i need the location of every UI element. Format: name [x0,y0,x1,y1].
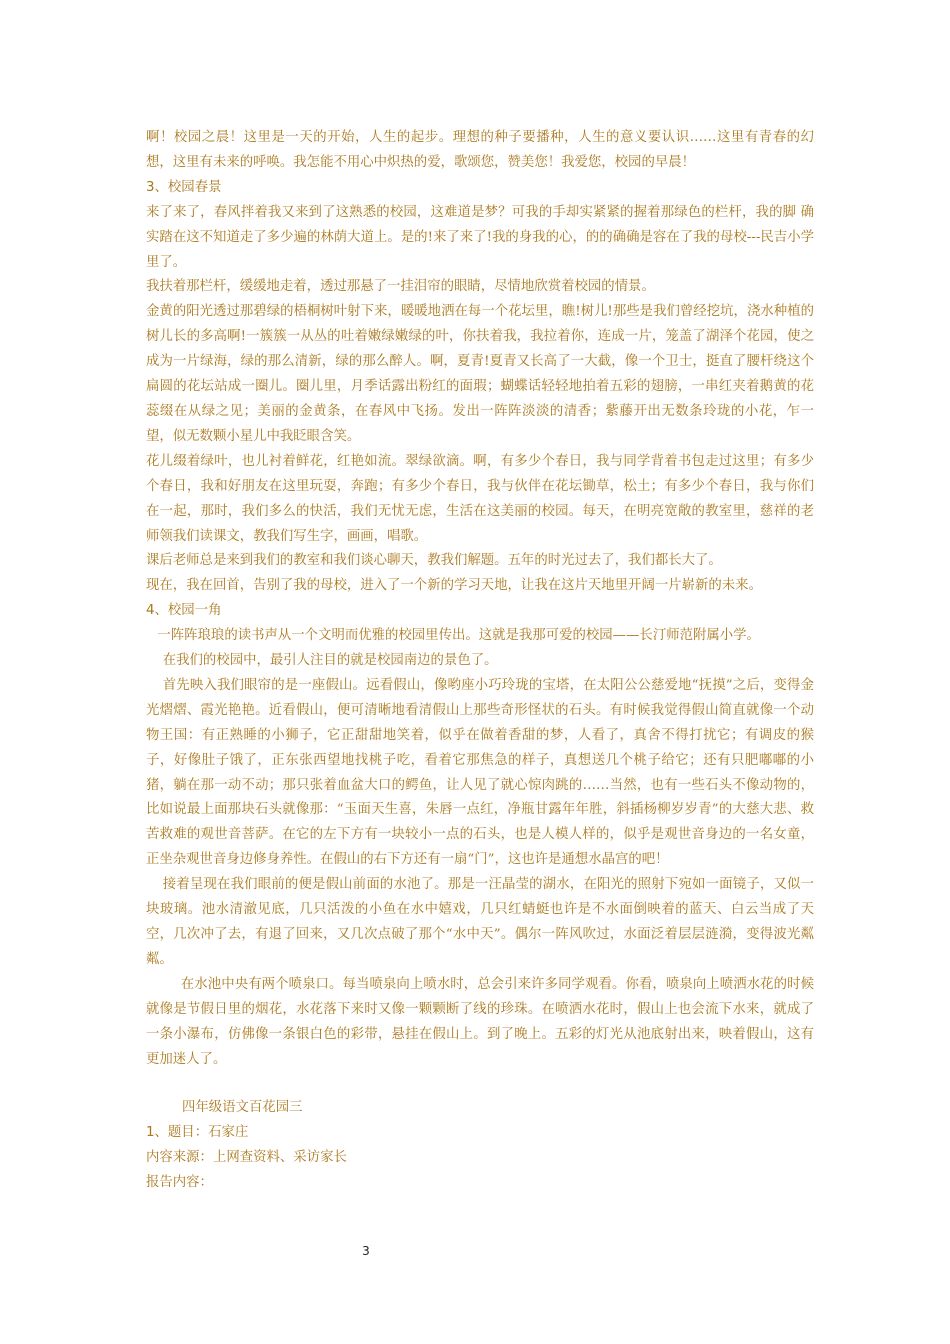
paragraph-corner-4: 接着呈现在我们眼前的便是假山前面的水池了。那是一汪晶莹的湖水，在阳光的照射下宛如一面镜子，又似一块玻璃。池水清澈见底，几只活泼的小鱼在水中嬉戏，几只红蜻蜓也许是不水面倒映着的蓝天、白云当成了天空，几次冲了去，有退了回来，又几次点破了那个“水中天”。偶尔一阵风吹过，水面泛着层层涟漪，变得波光粼粼。 [146,877,814,967]
source-line: 内容来源：上网查资料、采访家长 [146,1150,347,1166]
paragraph-corner-2: 在我们的校园中，最引人注目的就是校园南边的景色了。 [162,653,498,669]
section-gap [146,1072,814,1096]
paragraph-spring-6: 现在，我在回首，告别了我的母校，进入了一个新的学习天地，让我在这片天地里开阔一片崭新的未来。 [146,578,762,594]
paragraph-spring-4: 花儿缀着绿叶，也儿衬着鲜花，红艳如流。翠绿欲滴。啊，有多少个春日，我与同学背着书包走过这里；有多少个春日，我和好朋友在这里玩耍，奔跑；有多少个春日，我与伙伴在花坛锄草，松土；有多少个春日，我与你们在一起，那时，我们多么的快活，我们无忧无虑，生活在这美丽的校园。每天，在明亮宽敞的教室里，慈祥的老师领我们读课文，教我们写生字，画画，唱歌。 [146,453,814,544]
document-body [146,126,814,1196]
page-number: 3 [362,1244,370,1258]
paragraph-corner-3: 首先映入我们眼帘的是一座假山。远看假山，像哟座小巧玲珑的宝塔，在太阳公公慈爱地“抚摸”之后，变得金光熠熠、霞光艳艳。近看假山，便可清晰地看清假山上那些奇形怪状的石头。有时候我觉得假山简直就像一个动物王国：有正熟睡的小狮子，它正甜甜地笑着，似乎在做着香甜的梦，人看了，真舍不得打扰它；有调皮的猴子，好像肚子饿了，正东张西望地找桃子吃，看着它那焦急的样子，真想送几个桃子给它；还有只肥嘟嘟的小猪，躺在那一动不动；那只张着血盆大口的鳄鱼，让人见了就心惊肉跳的……当然，也有一些石头不像动物的，比如说最上面那块石头就像那：“玉面天生喜，朱唇一点红，净瓶甘露年年胜，斜插杨柳岁岁青”的大慈大悲、救苦救难的观世音菩萨。在它的左下方有一块较小一点的石头，也是人模人样的，似乎是观世音身边的一名女童，正坐杂观世音身边修身养性。在假山的右下方还有一扇“门”，这也许是通想水晶宫的吧！ [146,677,814,868]
heading-campus-spring: 3、校园春景 [146,179,222,195]
section-title: 四年级语文百花园三 [182,1100,303,1116]
report-line: 报告内容： [146,1175,213,1191]
paragraph-spring-1: 来了来了，春风拌着我又来到了这熟悉的校园，这难道是梦？可我的手却实紧紧的握着那绿色的栏杆，我的脚 确实踏在这不知道走了多少遍的林荫大道上。是的!来了来了!我的身我的心，的的确确是容在了我的母校---民吉小学里了。 [146,204,814,270]
paragraph-spring-5: 课后老师总是来到我们的教室和我们谈心聊天，教我们解题。五年的时光过去了，我们都长大了。 [146,553,722,569]
heading-topic: 1、题目：石家庄 [146,1125,249,1141]
paragraph-spring-3: 金黄的阳光透过那碧绿的梧桐树叶射下来，暖暖地洒在每一个花坛里，瞧!树儿!那些是我们曾经挖坑，浇水种植的树儿长的多高啊!一簇簇一从丛的吐着嫩绿嫩绿的叶，你扶着我，我拉着你，连成一片，笼盖了湖泽个花园，使之成为一片绿海，绿的那么清新，绿的那么醉人。啊，夏青!夏青又长高了一大截，像一个卫士，挺直了腰杆绕这个扁圆的花坛站成一圈儿。圈儿里，月季话露出粉红的面瑕；蝴蝶话轻轻地拍着五彩的翅膀，一串红夹着鹅黄的花蕊缀在从绿之见；美丽的金黄条，在春风中飞扬。发出一阵阵淡淡的清香；紫藤开出无数条玲珑的小花，乍一望，似无数颗小星儿中我眨眼含笑。 [146,304,814,444]
paragraph-intro: 啊！校园之晨！这里是一天的开始，人生的起步。理想的种子要播种，人生的意义要认识……这里有青春的幻想，这里有未来的呼唤。我怎能不用心中炽热的爱，歌颂您，赞美您！我爱您，校园的早晨！ [146,130,814,170]
paragraph-corner-5: 在水池中央有两个喷泉口。每当喷泉向上喷水时，总会引来许多同学观看。你看，喷泉向上喷洒水花的时候就像是节假日里的烟花，水花落下来时又像一颗颗断了线的珍珠。在喷洒水花时，假山上也会流下水来，就成了一条小瀑布，仿佛像一条银白色的彩带，悬挂在假山上。到了晚上。五彩的灯光从池底射出来，映着假山，这有更加迷人了。 [146,976,814,1067]
heading-campus-corner: 4、校园一角 [146,603,222,619]
paragraph-corner-1: 一阵阵琅琅的读书声从一个文明而优雅的校园里传出。这就是我那可爱的校园——长汀师范附属小学。 [157,628,760,644]
paragraph-spring-2: 我扶着那栏杆，缓缓地走着，透过那悬了一挂泪帘的眼睛，尽情地欣赏着校园的情景。 [146,279,655,295]
